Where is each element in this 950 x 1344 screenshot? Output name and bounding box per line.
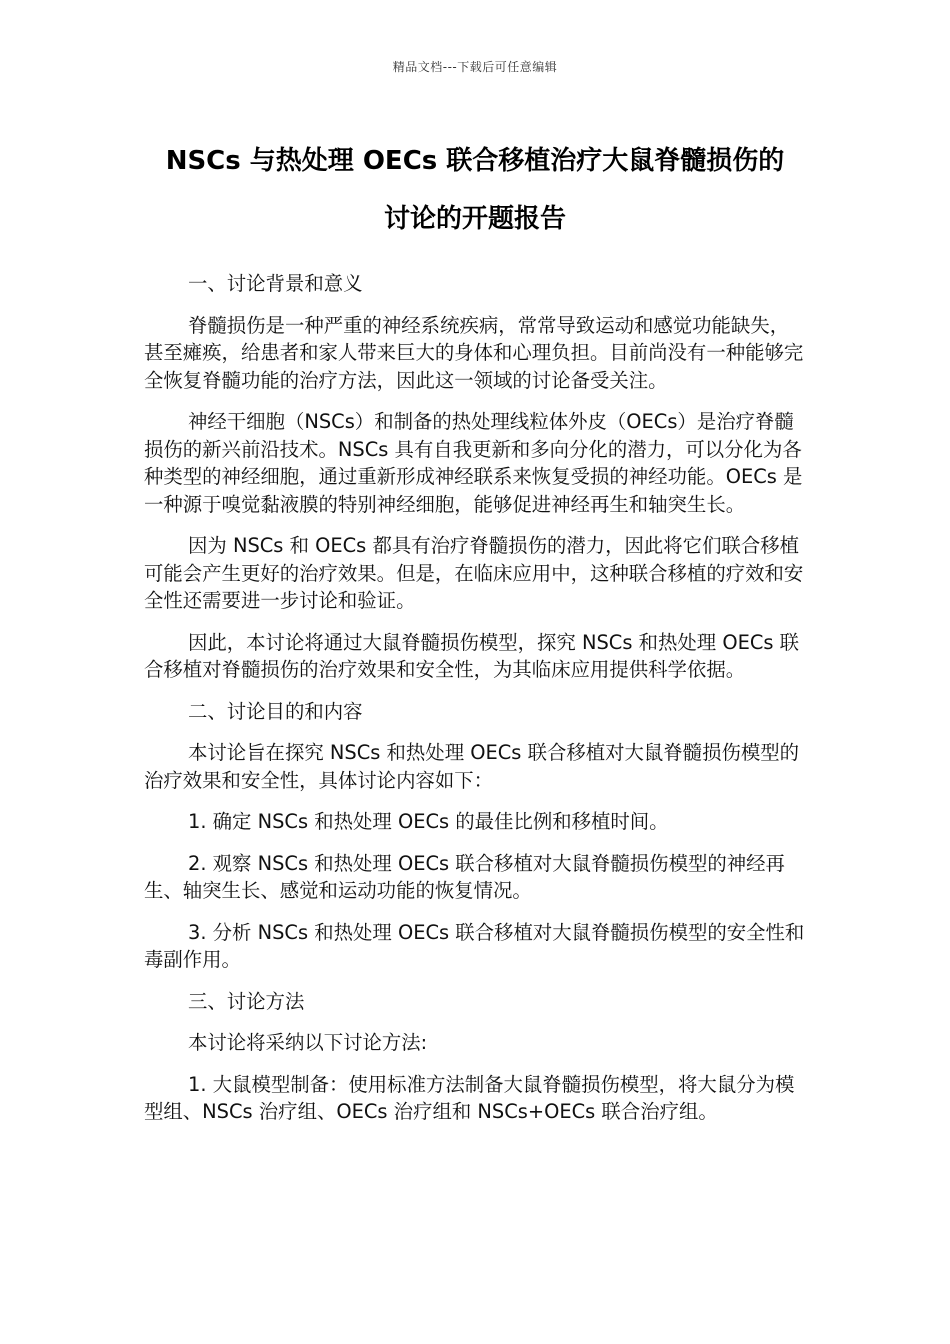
page-header: 精品文档---下载后可任意编辑 xyxy=(392,60,558,74)
list-item: 1. 确定 NSCs 和热处理 OECs 的最佳比例和移植时间。 xyxy=(188,810,669,833)
section-heading-1: 一、讨论背景和意义 xyxy=(188,272,363,295)
paragraph: 因此，本讨论将通过大鼠脊髓损伤模型，探究 NSCs 和热处理 OECs 联合移植对脊髓损伤的治疗效果和安全性，为其临床应用提供科学依据。 xyxy=(144,630,800,681)
list-item: 2. 观察 NSCs 和热处理 OECs 联合移植对大鼠脊髓损伤模型的神经再生、轴突生长、感觉和运动功能的恢复情况。 xyxy=(144,851,785,902)
paragraph: 脊髓损伤是一种严重的神经系统疾病，常常导致运动和感觉功能缺失，甚至瘫痪，给患者和家人带来巨大的身体和心理负担。目前尚没有一种能够完全恢复脊髓功能的治疗方法，因此这一领域的讨论备受关注。 xyxy=(144,313,804,392)
list-item: 3. 分析 NSCs 和热处理 OECs 联合移植对大鼠脊髓损伤模型的安全性和毒副作用。 xyxy=(144,920,805,971)
document-body xyxy=(144,270,806,1140)
document-title xyxy=(130,132,820,248)
paragraph: 神经干细胞（NSCs）和制备的热处理线粒体外皮（OECs）是治疗脊髓损伤的新兴前沿技术。NSCs 具有自我更新和多向分化的潜力，可以分化为各种类型的神经细胞，通过重新形成神经联系来恢复受损的神经功能。OECs 是一种源于嗅觉黏液膜的特别神经细胞，能够促进神经再生和轴突生长。 xyxy=(144,410,803,516)
paragraph: 因为 NSCs 和 OECs 都具有治疗脊髓损伤的潜力，因此将它们联合移植可能会产生更好的治疗效果。但是，在临床应用中，这种联合移植的疗效和安全性还需要进一步讨论和验证。 xyxy=(144,534,804,612)
list-item: 1. 大鼠模型制备：使用标准方法制备大鼠脊髓损伤模型，将大鼠分为模型组、NSCs 治疗组、OECs 治疗组和 NSCs+OECs 联合治疗组。 xyxy=(144,1072,795,1123)
title-line-1: NSCs 与热处理 OECs 联合移植治疗大鼠脊髓损伤的 xyxy=(165,146,785,176)
section-heading-3: 三、讨论方法 xyxy=(188,989,305,1013)
paragraph: 本讨论将采纳以下讨论方法: xyxy=(188,1031,428,1054)
title-line-2: 讨论的开题报告 xyxy=(383,204,566,234)
paragraph: 本讨论旨在探究 NSCs 和热处理 OECs 联合移植对大鼠脊髓损伤模型的治疗效果和安全性，具体讨论内容如下： xyxy=(144,741,800,792)
section-heading-2: 二、讨论目的和内容 xyxy=(188,699,363,723)
